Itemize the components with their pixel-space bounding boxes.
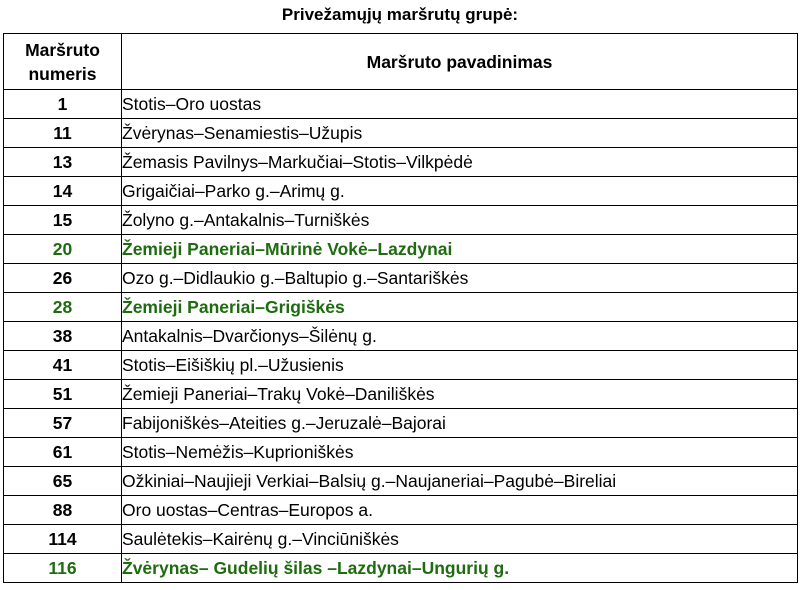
route-number: 14 [4, 177, 122, 206]
route-name: Antakalnis–Dvarčionys–Šilėnų g. [122, 322, 798, 351]
route-rows [4, 90, 798, 583]
route-name: Oro uostas–Centras–Europos a. [122, 496, 798, 525]
route-name: Žemieji Paneriai–Grigiškės [122, 293, 798, 322]
page-title: Privežamųjų maršrutų grupė: [281, 5, 519, 24]
route-number: 28 [4, 293, 122, 322]
route-name: Ozo g.–Didlaukio g.–Baltupio g.–Santariškės [122, 264, 798, 293]
column-header-number-line1: Maršruto [25, 39, 100, 60]
route-number: 11 [4, 119, 122, 148]
table-row [4, 438, 798, 467]
table-row [4, 409, 798, 438]
table-row [4, 380, 798, 409]
table-row [4, 235, 798, 264]
route-number: 114 [4, 525, 122, 554]
table-row [4, 119, 798, 148]
route-name: Ožkiniai–Naujieji Verkiai–Balsių g.–Naujaneriai–Pagubė–Bireliai [122, 467, 798, 496]
route-name: Stotis–Nemėžis–Kuprioniškės [122, 438, 798, 467]
column-header-route-number [4, 34, 122, 90]
route-name: Žemieji Paneriai–Trakų Vokė–Daniliškės [122, 380, 798, 409]
table-row [4, 351, 798, 380]
route-number: 38 [4, 322, 122, 351]
route-name: Žvėrynas– Gudelių šilas –Lazdynai–Ungurių g. [122, 554, 798, 583]
route-number: 61 [4, 438, 122, 467]
table-row [4, 177, 798, 206]
route-name: Grigaičiai–Parko g.–Arimų g. [122, 177, 798, 206]
table-header-row [4, 34, 798, 90]
table-row [4, 90, 798, 119]
route-number: 1 [4, 90, 122, 119]
route-name: Žemasis Pavilnys–Markučiai–Stotis–Vilkpėdė [122, 148, 798, 177]
route-number: 116 [4, 554, 122, 583]
table-row [4, 148, 798, 177]
route-number: 57 [4, 409, 122, 438]
routes-table [3, 33, 798, 583]
route-number: 65 [4, 467, 122, 496]
route-number: 51 [4, 380, 122, 409]
table-row [4, 206, 798, 235]
table-row [4, 467, 798, 496]
route-name: Fabijoniškės–Ateities g.–Jeruzalė–Bajorai [122, 409, 798, 438]
table-row [4, 554, 798, 583]
route-name: Stotis–Eišiškių pl.–Užusienis [122, 351, 798, 380]
route-number: 26 [4, 264, 122, 293]
table-row [4, 264, 798, 293]
route-number: 15 [4, 206, 122, 235]
route-number: 88 [4, 496, 122, 525]
route-name: Žemieji Paneriai–Mūrinė Vokė–Lazdynai [122, 235, 798, 264]
table-row [4, 293, 798, 322]
route-name: Žvėrynas–Senamiestis–Užupis [122, 119, 798, 148]
table-row [4, 525, 798, 554]
route-name: Žolyno g.–Antakalnis–Turniškės [122, 206, 798, 235]
route-number: 41 [4, 351, 122, 380]
route-number: 20 [4, 235, 122, 264]
table-row [4, 322, 798, 351]
column-header-route-name: Maršruto pavadinimas [122, 34, 798, 90]
table-row [4, 496, 798, 525]
route-name: Stotis–Oro uostas [122, 90, 798, 119]
route-name: Saulėtekis–Kairėnų g.–Vinciūniškės [122, 525, 798, 554]
route-number: 13 [4, 148, 122, 177]
column-header-number-line2: numeris [28, 63, 97, 84]
